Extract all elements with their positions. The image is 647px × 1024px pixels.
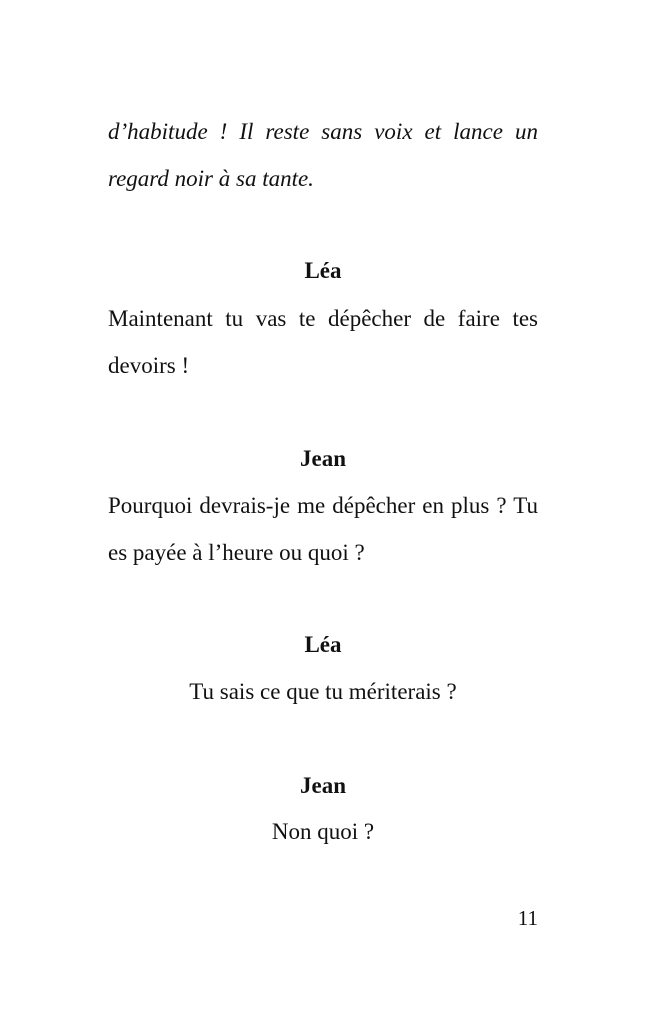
dialogue-line: Pourquoi devrais-je me dépêcher en plus ? Tu es payée à l’heure ou quoi ? bbox=[108, 493, 538, 565]
speaker-name: Jean bbox=[300, 446, 346, 471]
dialogue-line: Non quoi ? bbox=[271, 819, 375, 844]
dialogue-line: Tu sais ce que tu mériterais ? bbox=[189, 679, 457, 704]
speaker-name: Jean bbox=[300, 773, 346, 798]
speaker-name: Léa bbox=[304, 632, 342, 657]
stage-direction: d’habitude ! Il reste sans voix et lance un regard noir à sa tante. bbox=[108, 119, 538, 191]
page-number: 11 bbox=[517, 906, 538, 930]
dialogue-line: Maintenant tu vas te dépêcher de faire tes devoirs ! bbox=[108, 306, 538, 378]
speaker-name: Léa bbox=[304, 258, 342, 283]
